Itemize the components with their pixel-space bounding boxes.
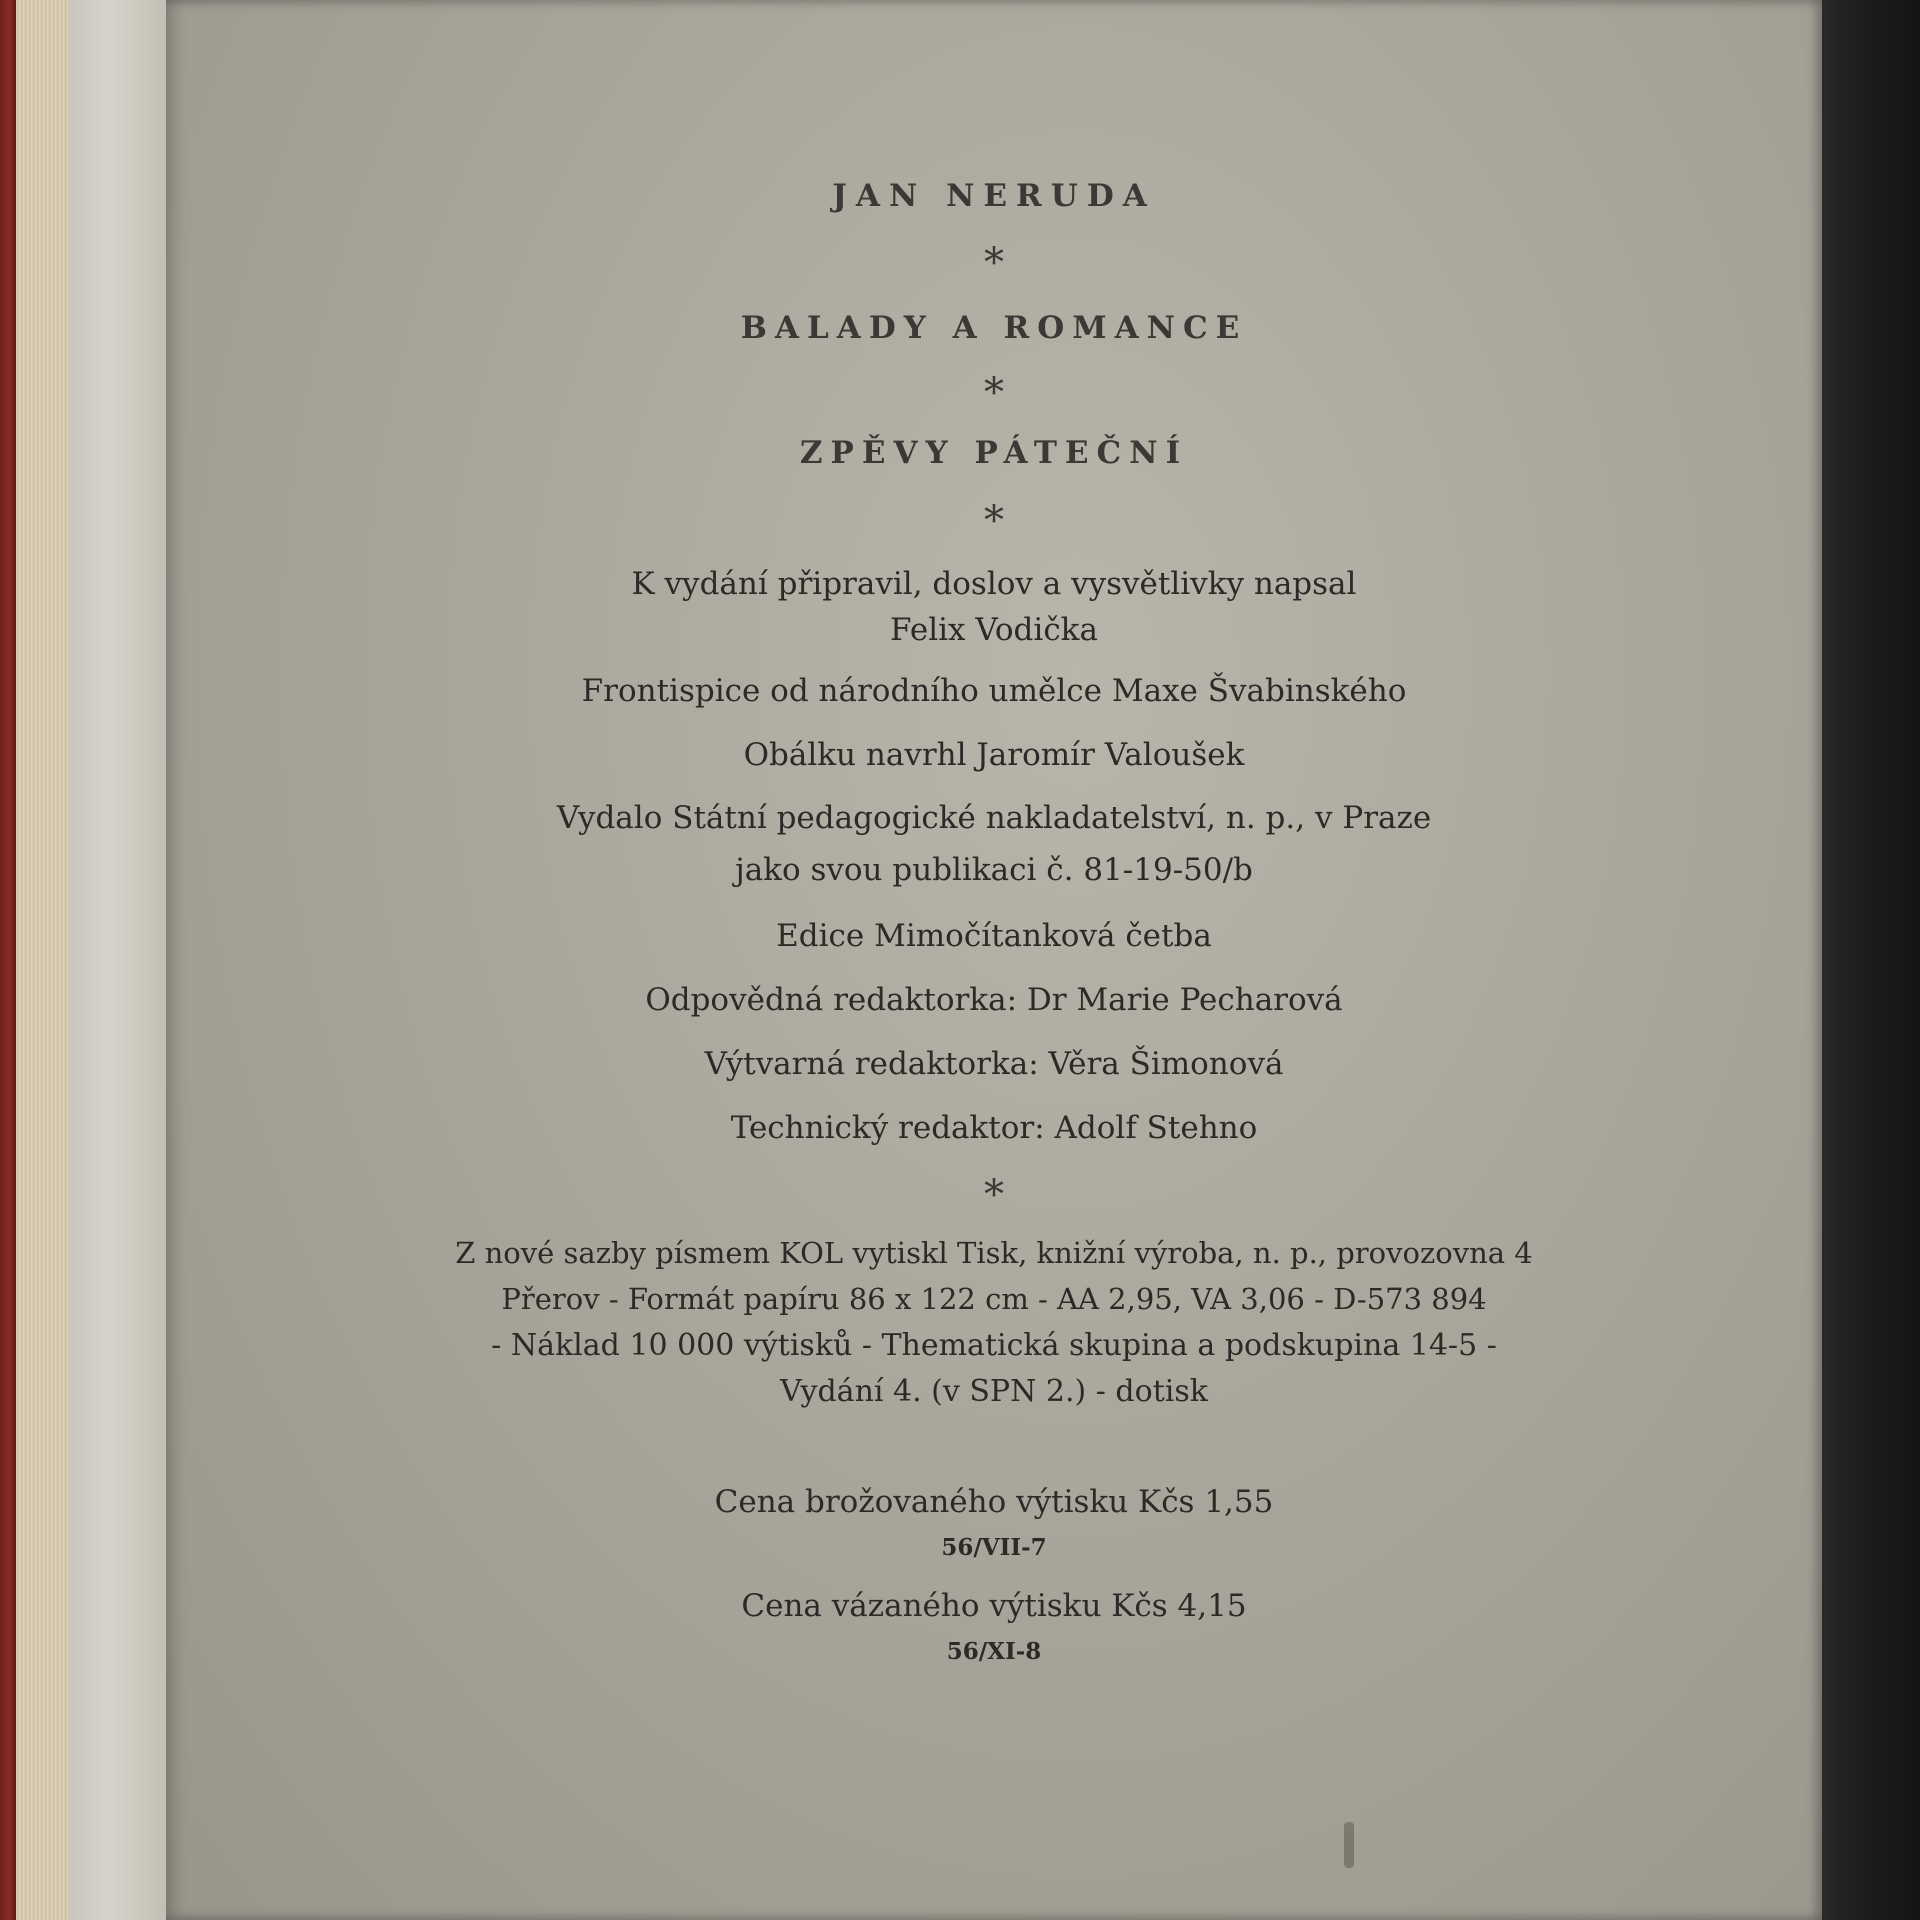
separator-star: * [984,370,1004,416]
publisher-line-1: Vydalo Státní pedagogické nakladatelství, n. p., v Praze [556,800,1432,836]
imprint-line-1: Z nové sazby písmem KOL vytiskl Tisk, knižní výroba, n. p., provozovna 4 [455,1236,1533,1270]
price-paperback-code: 56/VII-7 [941,1534,1047,1561]
edition-name: Edice Mimočítanková četba [776,918,1212,954]
cover-credit: Obálku navrhl Jaromír Valoušek [743,737,1245,773]
dark-background-edge [1822,0,1920,1920]
imprint-line-2: Přerov - Formát papíru 86 x 122 cm - AA 2,95, VA 3,06 - D-573 894 [501,1282,1487,1316]
separator-star: * [984,498,1004,544]
title-balady: BALADY A ROMANCE [740,310,1248,346]
imprint-line-4: Vydání 4. (v SPN 2.) - dotisk [780,1374,1208,1409]
ink-smudge [1344,1822,1354,1868]
author-name: JAN NERUDA [832,178,1156,214]
price-paperback: Cena brožovaného výtisku Kčs 1,55 [714,1484,1274,1520]
technical-editor: Technický redaktor: Adolf Stehno [730,1110,1258,1146]
responsible-editor: Odpovědná redaktorka: Dr Marie Pecharová [645,982,1343,1018]
title-zpevy: ZPĚVY PÁTEČNÍ [799,435,1189,471]
separator-star: * [984,1172,1004,1218]
imprint-line-3: - Náklad 10 000 výtisků - Thematická skupina a podskupina 14-5 - [491,1328,1497,1363]
frontispiece-credit: Frontispice od národního umělce Maxe Švabinského [581,673,1407,709]
price-hardcover-code: 56/XI-8 [946,1638,1042,1665]
editor-line-1: K vydání připravil, doslov a vysvětlivky napsal [631,566,1357,602]
previous-page-edge [68,0,172,1920]
book-cover-edge [0,0,16,1920]
page-stack-edge [16,0,68,1920]
imprint-page [166,0,1822,1920]
editor-line-2: Felix Vodička [890,612,1098,648]
price-hardcover: Cena vázaného výtisku Kčs 4,15 [741,1588,1247,1624]
separator-star: * [984,240,1004,286]
publisher-line-2: jako svou publikaci č. 81-19-50/b [735,852,1253,888]
art-editor: Výtvarná redaktorka: Věra Šimonová [704,1046,1284,1082]
